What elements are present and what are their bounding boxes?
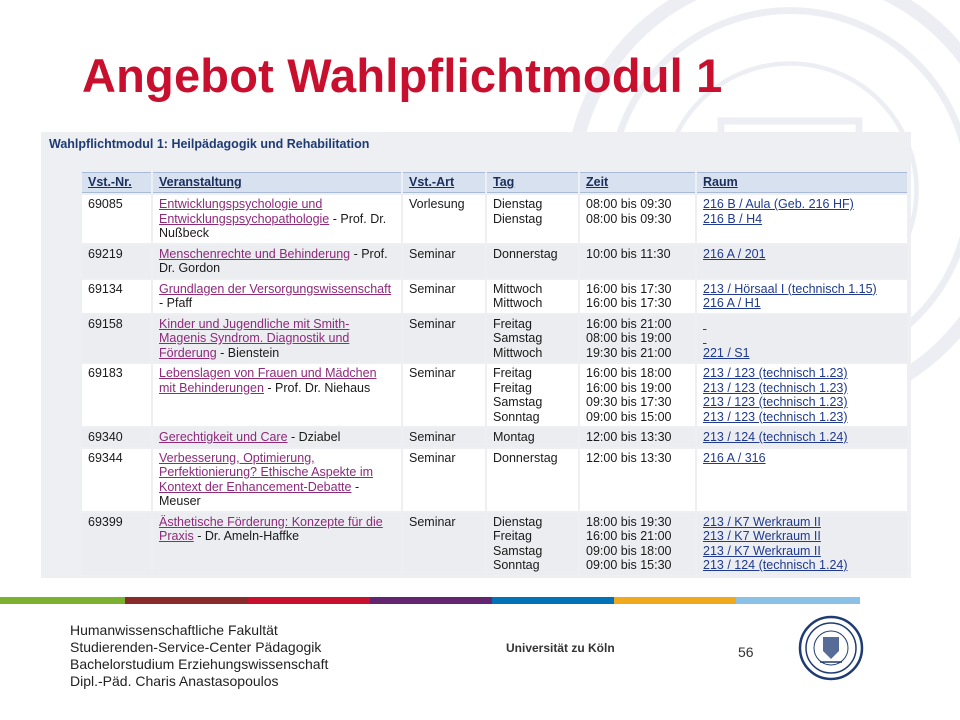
stripe-segment-lightblue <box>736 597 860 604</box>
course-cell: Kinder und Jugendliche mit Smith-Magenis Syndrom. Diagnostik und Förderung - Bienstein <box>153 315 401 363</box>
slide-title: Angebot Wahlpflichtmodul 1 <box>82 49 723 102</box>
course-number: 69399 <box>82 513 151 575</box>
table-row <box>82 513 907 575</box>
stripe-segment-blue <box>492 597 614 604</box>
course-cell: Ästhetische Förderung: Konzepte für die Praxis - Dr. Ameln-Haffke <box>153 513 401 575</box>
time-cell <box>580 280 695 313</box>
time: 19:30 bis 21:00 <box>586 345 672 360</box>
day: Donnerstag <box>493 450 558 465</box>
lecturer-name: Dr. Ameln-Haffke <box>204 529 300 543</box>
day-cell <box>487 195 578 243</box>
page-number: 56 <box>738 644 754 660</box>
day-cell <box>487 449 578 511</box>
day-cell <box>487 315 578 363</box>
time: 10:00 bis 11:30 <box>586 246 671 261</box>
course-link[interactable]: Gerechtigkeit und Care <box>159 430 288 444</box>
course-cell: Grundlagen der Versorgungswissenschaft - Pfaff <box>153 280 401 313</box>
time: 16:00 bis 19:00 <box>586 380 672 395</box>
table-row <box>82 364 907 426</box>
time-cell <box>580 513 695 575</box>
course-type: Seminar <box>403 245 485 278</box>
stripe-segment-red <box>248 597 370 604</box>
course-cell: Entwicklungspsychologie und Entwicklungspsychopathologie - Prof. Dr. Nußbeck <box>153 195 401 243</box>
day-cell <box>487 364 578 426</box>
table-row <box>82 449 907 511</box>
table-row <box>82 428 907 447</box>
time: 12:00 bis 13:30 <box>586 450 672 465</box>
day: Sonntag <box>493 409 540 424</box>
column-header-time: Zeit <box>580 172 695 193</box>
room-link[interactable]: 213 / 123 (technisch 1.23) <box>703 380 848 395</box>
course-type: Seminar <box>403 513 485 575</box>
time: 09:00 bis 18:00 <box>586 543 672 558</box>
room-link[interactable]: 213 / 123 (technisch 1.23) <box>703 395 848 409</box>
room-link-cell <box>697 449 907 511</box>
day: Freitag <box>493 380 532 395</box>
room-link[interactable]: 213 / K7 Werkraum II <box>703 543 821 558</box>
university-seal-icon <box>798 615 864 681</box>
stripe-segment-orange <box>614 597 736 604</box>
stripe-segment-purple <box>370 597 492 604</box>
room-link[interactable]: 221 / S1 <box>703 345 750 360</box>
time: 09:30 bis 17:30 <box>586 395 672 409</box>
course-number: 69134 <box>82 280 151 313</box>
course-link[interactable]: Ästhetische Förderung: Konzepte für die Praxis <box>159 514 383 543</box>
room-link-cell <box>697 364 907 426</box>
course-link[interactable]: Verbesserung, Optimierung, Perfektionierung? Ethische Aspekte im Kontext der Enhancement-Debatte <box>159 450 374 494</box>
room-link[interactable]: 213 / 124 (technisch 1.24) <box>703 558 848 572</box>
time-cell <box>580 364 695 426</box>
course-link[interactable]: Kinder und Jugendliche mit Smith-Magenis Syndrom. Diagnostik und Förderung <box>159 316 350 360</box>
day: Freitag <box>493 529 532 543</box>
day-cell <box>487 245 578 278</box>
time: 16:00 bis 21:00 <box>586 529 672 543</box>
course-number: 69340 <box>82 428 151 447</box>
day: Samstag <box>493 543 543 558</box>
time: 12:00 bis 13:30 <box>586 430 672 444</box>
day: Donnerstag <box>493 246 558 261</box>
lecturer-name: Pfaff <box>166 296 193 310</box>
course-cell: Menschenrechte und Behinderung - Prof. Dr. Gordon <box>153 245 401 278</box>
room-link[interactable]: 213 / 123 (technisch 1.23) <box>703 409 848 424</box>
table-row <box>82 280 907 313</box>
lecturer-name: Bienstein <box>227 345 280 360</box>
course-number: 69085 <box>82 195 151 243</box>
time-cell <box>580 428 695 447</box>
column-header-nr[interactable]: Vst.-Nr. <box>82 172 151 193</box>
day: Mittwoch <box>493 345 543 360</box>
room-link[interactable]: 213 / 124 (technisch 1.24) <box>703 430 848 444</box>
table-row <box>82 195 907 243</box>
room-link[interactable]: 213 / 123 (technisch 1.23) <box>703 366 848 380</box>
room-link[interactable]: 216 A / 316 <box>703 450 766 465</box>
day: Dienstag <box>493 514 543 529</box>
time-cell <box>580 195 695 243</box>
lecturer-name: Prof. Dr. Gordon <box>159 246 388 275</box>
column-header-room[interactable]: Raum <box>697 172 907 193</box>
time: 08:00 bis 19:00 <box>586 331 672 345</box>
footer-line: Humanwissenschaftliche Fakultät <box>70 622 278 638</box>
day: Freitag <box>493 316 532 331</box>
room-link-cell <box>697 315 907 363</box>
time: 08:00 bis 09:30 <box>586 211 672 226</box>
footer-line: Studierenden-Service-Center Pädagogik <box>70 639 322 655</box>
time: 09:00 bis 15:30 <box>586 558 672 572</box>
footer-line: Dipl.-Päd. Charis Anastasopoulos <box>70 673 279 689</box>
room-link-cell <box>697 513 907 575</box>
room-link-cell <box>697 280 907 313</box>
course-number: 69219 <box>82 245 151 278</box>
day: Montag <box>493 430 535 444</box>
day: Samstag <box>493 331 543 345</box>
course-type: Seminar <box>403 428 485 447</box>
stripe-segment-green <box>0 597 125 604</box>
time-cell <box>580 245 695 278</box>
room-link[interactable]: 213 / K7 Werkraum II <box>703 514 821 529</box>
course-type: Seminar <box>403 280 485 313</box>
course-number: 69183 <box>82 364 151 426</box>
schedule-table <box>80 170 909 577</box>
time: 18:00 bis 19:30 <box>586 514 672 529</box>
course-cell: Gerechtigkeit und Care - Dziabel <box>153 428 401 447</box>
lecturer-name: Prof. Dr. Nußbeck <box>159 211 387 240</box>
room-link[interactable] <box>703 317 901 332</box>
course-type: Vorlesung <box>403 195 485 243</box>
day: Dienstag <box>493 197 543 211</box>
day: Freitag <box>493 366 532 380</box>
schedule-panel <box>41 132 911 578</box>
course-type: Seminar <box>403 315 485 363</box>
room-link-cell <box>697 195 907 243</box>
header-row <box>82 172 907 193</box>
day-cell <box>487 280 578 313</box>
course-link[interactable]: Grundlagen der Versorgungswissenschaft <box>159 281 392 296</box>
room-link-cell <box>697 428 907 447</box>
day: Samstag <box>493 395 543 409</box>
course-type: Seminar <box>403 449 485 511</box>
table-row <box>82 315 907 363</box>
room-link[interactable]: 213 / Hörsaal I (technisch 1.15) <box>703 281 877 296</box>
room-link[interactable]: 213 / K7 Werkraum II <box>703 529 821 543</box>
footer-line: Bachelorstudium Erziehungswissenschaft <box>70 656 329 672</box>
course-link[interactable]: Menschenrechte und Behinderung <box>159 246 351 261</box>
room-link[interactable]: 216 B / Aula (Geb. 216 HF) <box>703 197 854 211</box>
course-number: 69344 <box>82 449 151 511</box>
room-link[interactable]: 216 B / H4 <box>703 211 763 226</box>
time: 16:00 bis 17:30 <box>586 296 672 310</box>
stripe-segment-brown <box>125 597 248 604</box>
course-type: Seminar <box>403 364 485 426</box>
room-link-cell <box>697 245 907 278</box>
footer-info <box>70 622 328 690</box>
course-link[interactable]: Lebenslagen von Frauen und Mädchen mit Behinderungen <box>159 366 377 395</box>
table-row <box>82 245 907 278</box>
course-cell: Verbesserung, Optimierung, Perfektionierung? Ethische Aspekte im Kontext der Enhancement-Debatte - Meuser <box>153 449 401 511</box>
lecturer-name: Meuser <box>159 494 201 508</box>
column-header-course[interactable]: Veranstaltung <box>153 172 401 193</box>
time: 16:00 bis 17:30 <box>586 281 672 296</box>
room-link[interactable] <box>703 331 901 346</box>
lecturer-name: Prof. Dr. Niehaus <box>275 380 371 395</box>
time: 16:00 bis 21:00 <box>586 316 672 331</box>
room-link[interactable]: 216 A / H1 <box>703 296 761 310</box>
course-number: 69158 <box>82 315 151 363</box>
day: Dienstag <box>493 211 543 226</box>
day-cell <box>487 428 578 447</box>
column-header-day[interactable]: Tag <box>487 172 578 193</box>
time-cell <box>580 449 695 511</box>
day: Mittwoch <box>493 281 543 296</box>
time: 08:00 bis 09:30 <box>586 197 672 211</box>
table-body <box>82 195 907 575</box>
color-stripe <box>0 597 860 604</box>
course-cell: Lebenslagen von Frauen und Mädchen mit Behinderungen - Prof. Dr. Niehaus <box>153 364 401 426</box>
time: 09:00 bis 15:00 <box>586 409 672 424</box>
university-name: Universität zu Köln <box>506 641 615 655</box>
column-header-type[interactable]: Vst.-Art <box>403 172 485 193</box>
day: Sonntag <box>493 558 540 572</box>
room-link[interactable]: 216 A / 201 <box>703 246 766 261</box>
time-cell <box>580 315 695 363</box>
course-link[interactable]: Entwicklungspsychologie und Entwicklungspsychopathologie <box>159 197 330 226</box>
time: 16:00 bis 18:00 <box>586 366 672 380</box>
day-cell <box>487 513 578 575</box>
lecturer-name: Dziabel <box>298 430 341 444</box>
table-heading: Wahlpflichtmodul 1: Heilpädagogik und Rehabilitation <box>49 137 370 151</box>
day: Mittwoch <box>493 296 543 310</box>
